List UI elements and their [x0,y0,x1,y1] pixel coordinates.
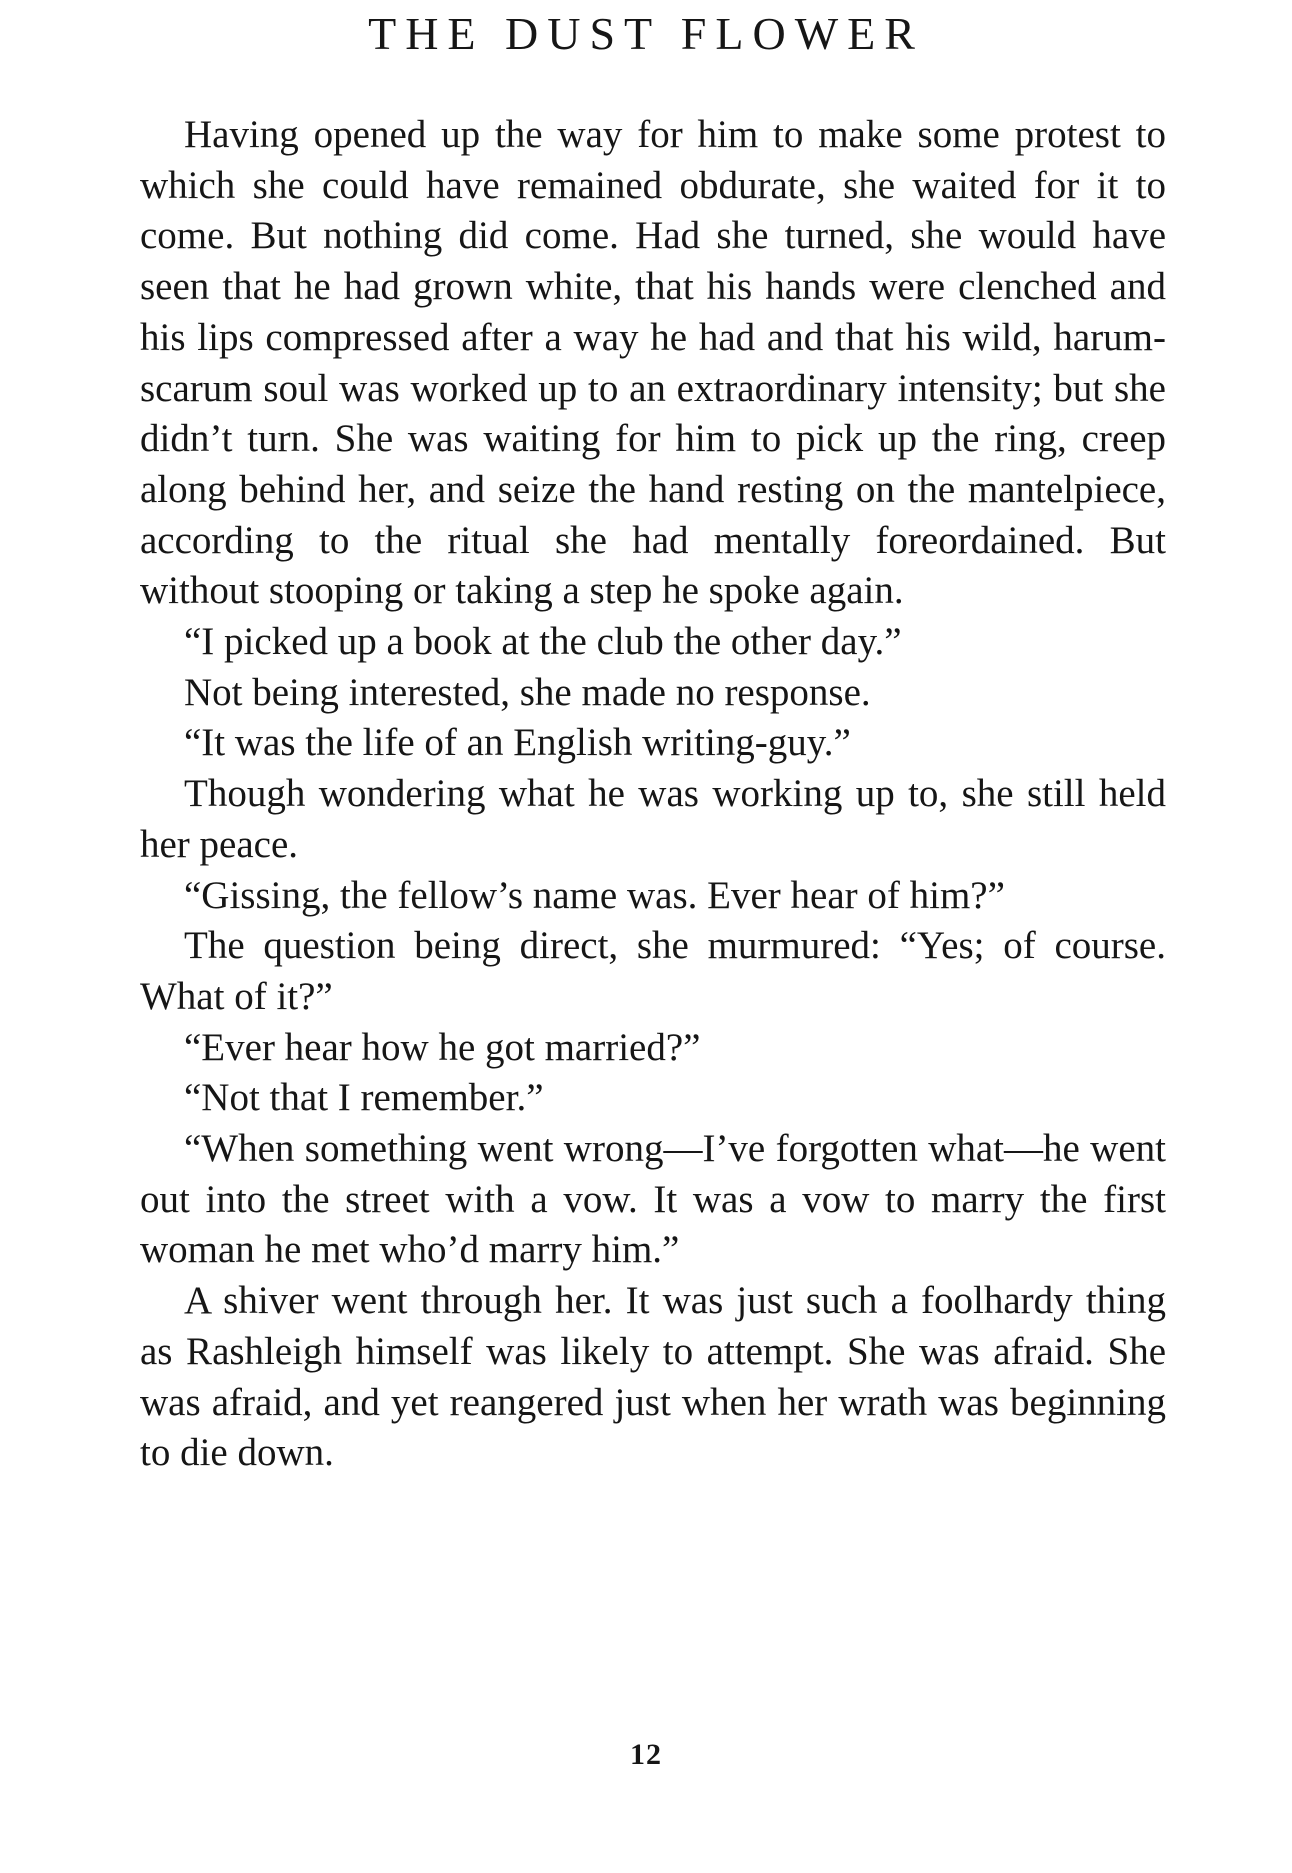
paragraph: “I picked up a book at the club the other day.” [184,620,902,664]
body-text [140,110,1166,1479]
paragraph: The question being direct, she murmured: “Yes; of course. What of it?” [140,924,1166,1018]
page-number: 12 [630,1738,662,1771]
paragraph: “When something went wrong—I’ve forgotten what—he went out into the street with a vow. It was a vow to marry the first woman he met who’d marry him.” [140,1127,1166,1272]
paragraph: A shiver went through her. It was just such a foolhardy thing as Rashleigh himself was likely to attempt. She was afraid. She was afraid, and yet reangered just when her wrath was beginning to die down. [140,1279,1166,1475]
paragraph: “Gissing, the fellow’s name was. Ever hear of him?” [184,873,1005,917]
paragraph: “Not that I remember.” [184,1076,544,1120]
paragraph: Having opened up the way for him to make some protest to which she could have remained obdurate, she waited for it to come. But nothing did come. Had she turned, she would have seen that he had grown white, that his hands were clenched and his lips compressed after a way he had and that his wild, harum-scarum soul was worked up to an extraordinary intensity; but she didn’t turn. She was waiting for him to pick up the ring, creep along behind her, and seize the hand resting on the mantelpiece, according to the ritual she had mentally foreordained. But without stooping or taking a step he spoke again. [140,113,1166,613]
paragraph: Not being interested, she made no response. [184,670,871,714]
running-head: THE DUST FLOWER [368,8,924,59]
paragraph: “It was the life of an English writing-guy.” [184,721,851,765]
paragraph: “Ever hear how he got married?” [184,1025,701,1069]
paragraph: Though wondering what he was working up to, she still held her peace. [140,772,1166,866]
